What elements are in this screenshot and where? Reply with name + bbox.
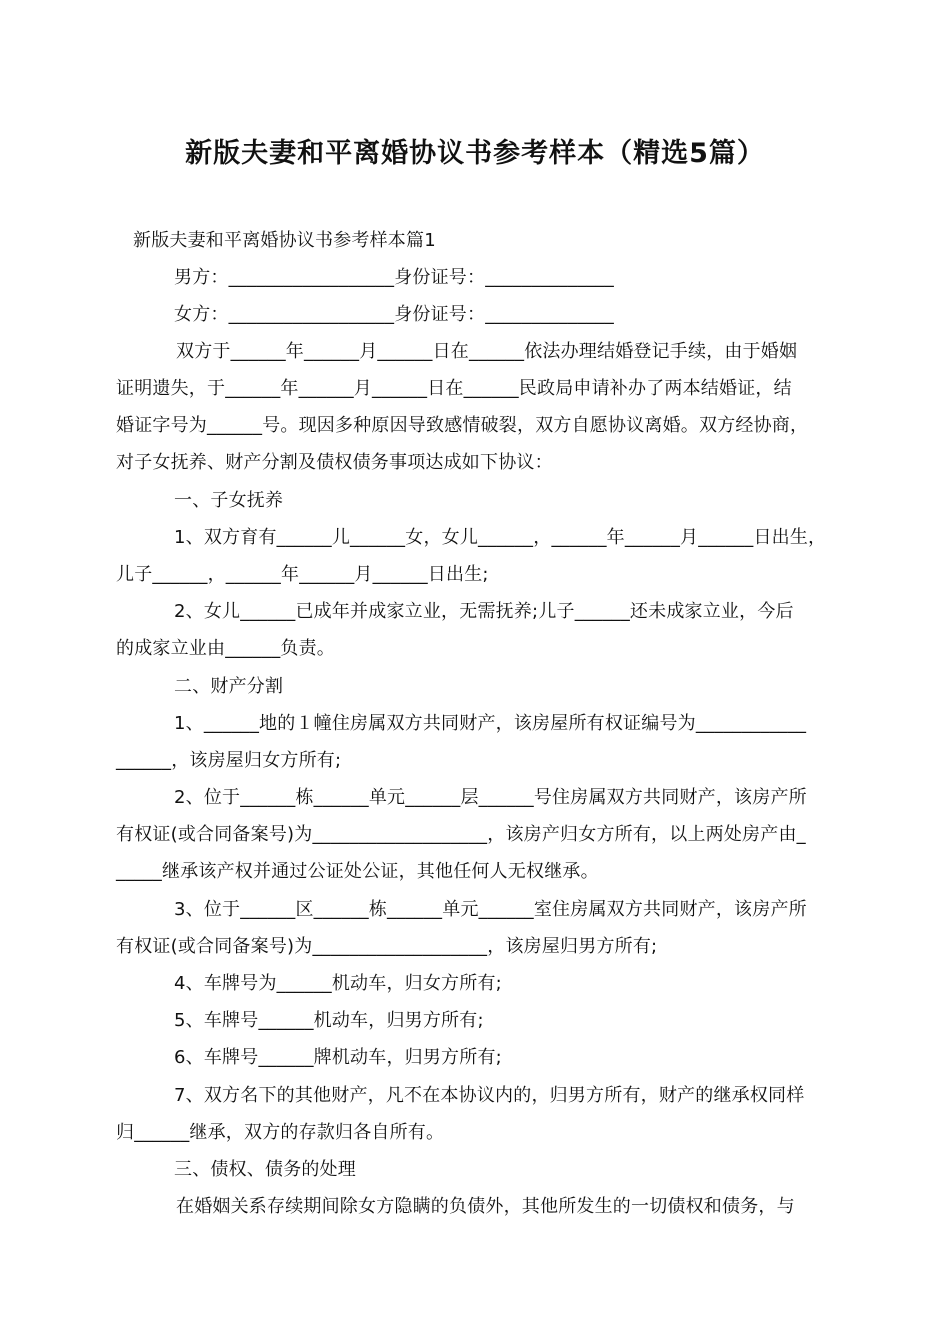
paragraph-line: 3、位于______区______栋______单元______室住房属双方共同财产，该房产所 bbox=[174, 899, 807, 920]
paragraph-line: 2、位于______栋______单元______层______号住房属双方共同财产，该房产所 bbox=[174, 787, 807, 808]
paragraph-line: 归______继承，双方的存款归各自所有。 bbox=[116, 1122, 445, 1143]
paragraph-line: 6、车牌号______牌机动车，归男方所有; bbox=[174, 1047, 502, 1068]
husband-line: 男方：__________________身份证号：______________ bbox=[174, 267, 614, 288]
paragraph-line: 1、双方育有______儿______女，女儿______，______年______月______日出生， bbox=[174, 527, 827, 548]
document-title: 新版夫妻和平离婚协议书参考样本（精选5篇） bbox=[185, 138, 765, 169]
paragraph-line: 对子女抚养、财产分割及债权债务事项达成如下协议： bbox=[116, 452, 553, 473]
paragraph-line: 在婚姻关系存续期间除女方隐瞒的负债外，其他所发生的一切债权和债务，与 bbox=[176, 1196, 795, 1217]
section-heading: 新版夫妻和平离婚协议书参考样本篇1 bbox=[133, 230, 436, 251]
paragraph-line: 证明遗失，于______年______月______日在______民政局申请补办了两本结婚证，结 bbox=[116, 378, 792, 399]
paragraph-line: 5、车牌号______机动车，归男方所有; bbox=[174, 1010, 484, 1031]
paragraph-line: _____继承该产权并通过公证处公证，其他任何人无权继承。 bbox=[116, 861, 599, 882]
paragraph-line: 儿子______，______年______月______日出生; bbox=[116, 564, 489, 585]
paragraph-line: 的成家立业由______负责。 bbox=[116, 638, 335, 659]
paragraph-line: 1、______地的１幢住房属双方共同财产，该房屋所有权证编号为____________ bbox=[174, 713, 807, 734]
clause-heading: 三、债权、债务的处理 bbox=[174, 1159, 356, 1180]
paragraph-line: 双方于______年______月______日在______依法办理结婚登记手续，由于婚姻 bbox=[176, 341, 798, 362]
paragraph-line: 有权证(或合同备案号)为___________________，该房屋归男方所有; bbox=[116, 936, 658, 957]
paragraph-line: ______，该房屋归女方所有; bbox=[116, 750, 342, 771]
clause-heading: 一、子女抚养 bbox=[174, 490, 284, 511]
paragraph-line: 有权证(或合同备案号)为___________________，该房产归女方所有，以上两处房产由_ bbox=[116, 824, 806, 845]
paragraph-line: 2、女儿______已成年并成家立业，无需抚养;儿子______还未成家立业，今后 bbox=[174, 601, 794, 622]
paragraph-line: 7、双方名下的其他财产，凡不在本协议内的，归男方所有，财产的继承权同样 bbox=[174, 1085, 805, 1106]
clause-heading: 二、财产分割 bbox=[174, 676, 284, 697]
paragraph-line: 4、车牌号为______机动车，归女方所有; bbox=[174, 973, 502, 994]
paragraph-line: 婚证字号为______号。现因多种原因导致感情破裂，双方自愿协议离婚。双方经协商， bbox=[116, 415, 809, 436]
wife-line: 女方：__________________身份证号：______________ bbox=[174, 304, 614, 325]
